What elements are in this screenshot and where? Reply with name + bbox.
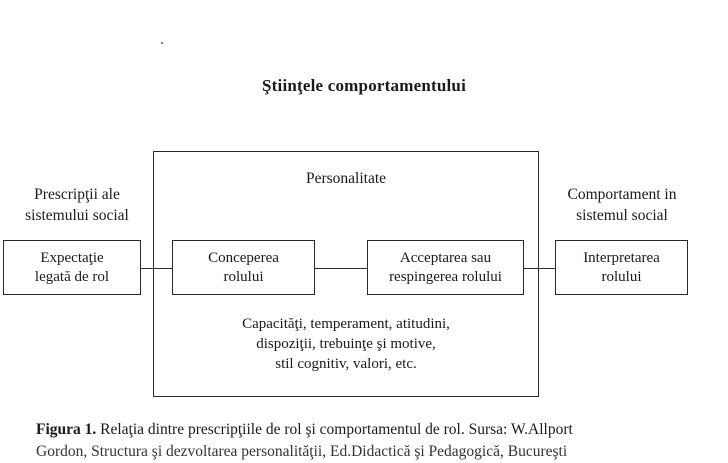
box-expectation bbox=[3, 240, 141, 295]
left-caption-line2: sistemului social bbox=[25, 207, 129, 224]
box-conception bbox=[172, 240, 315, 295]
box-conception-line1: Conceperea bbox=[208, 249, 279, 266]
frame-label: Personalitate bbox=[305, 170, 387, 187]
figure-caption-label: Figura 1. bbox=[36, 421, 97, 438]
figure-caption bbox=[36, 419, 726, 441]
right-caption-line2: sistemul social bbox=[576, 207, 668, 224]
box-expectation-line1: Expectaţie bbox=[40, 249, 104, 266]
box-interpretation bbox=[555, 240, 688, 295]
box-acceptance-line1: Acceptarea sau bbox=[399, 249, 492, 266]
box-conception-line2: rolului bbox=[223, 268, 264, 285]
traits-line1: Capacităţi, temperament, atitudini, bbox=[242, 316, 450, 332]
traits-line3: stil cognitiv, valori, etc. bbox=[275, 356, 417, 372]
connector-acceptance-interpretation bbox=[523, 268, 556, 269]
left-caption-line1: Prescripţii ale bbox=[34, 186, 120, 203]
figure-caption-line2: Gordon, Structura şi dezvoltarea personalităţii, Ed.Didactică şi Pedagogică, Bucureşti bbox=[36, 443, 568, 460]
box-expectation-line2: legată de rol bbox=[34, 268, 110, 285]
traits-line2: dispoziţii, trebuinţe şi motive, bbox=[256, 336, 436, 352]
figure-caption-text: Relaţia dintre prescripţiile de rol şi comportamentul de rol. Sursa: W.Allport bbox=[96, 421, 573, 438]
connector-conception-acceptance bbox=[314, 268, 368, 269]
box-acceptance bbox=[367, 240, 524, 295]
right-caption bbox=[544, 184, 700, 226]
right-caption-line1: Comportament in bbox=[567, 186, 677, 203]
personality-traits bbox=[153, 314, 539, 374]
box-interpretation-line2: rolului bbox=[601, 268, 642, 285]
box-interpretation-line1: Interpretarea bbox=[583, 249, 660, 266]
connector-expectation-frame bbox=[140, 268, 172, 269]
diagram-title: Ştiinţele comportamentului bbox=[262, 76, 466, 95]
box-acceptance-line2: respingerea rolului bbox=[389, 268, 502, 285]
scan-speck bbox=[161, 42, 163, 44]
left-caption bbox=[2, 184, 152, 226]
